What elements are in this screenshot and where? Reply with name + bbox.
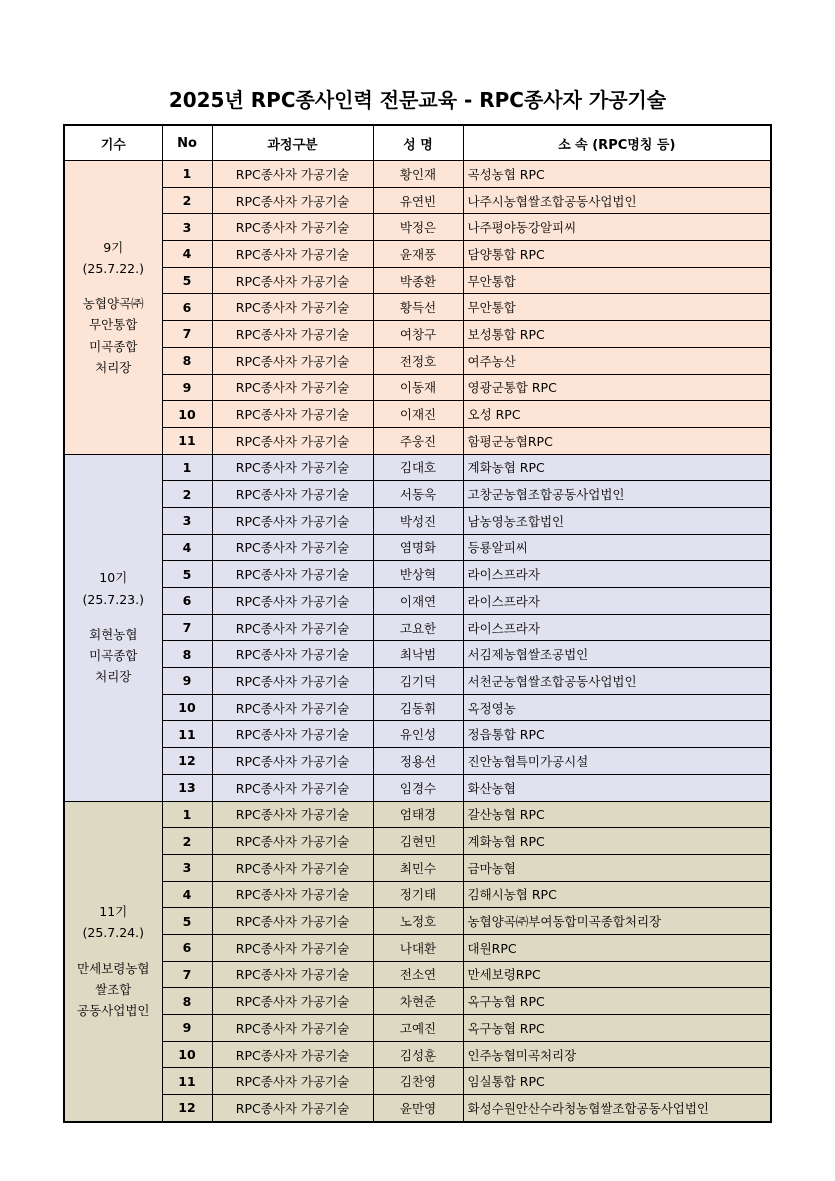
table-row: [64, 427, 771, 454]
table-row: [64, 694, 771, 721]
row-no: 11: [162, 1068, 212, 1095]
row-course: RPC종사자 가공기술: [212, 267, 373, 294]
row-no: 1: [162, 454, 212, 481]
row-name: 김성훈: [373, 1041, 463, 1068]
row-no: 7: [162, 321, 212, 348]
row-name: 엄태경: [373, 801, 463, 828]
row-course: RPC종사자 가공기술: [212, 774, 373, 801]
row-name: 전소연: [373, 961, 463, 988]
cohort-venue-line: 무안통합: [89, 317, 138, 333]
row-name: 정용선: [373, 748, 463, 775]
row-no: 10: [162, 401, 212, 428]
row-no: 12: [162, 1095, 212, 1122]
row-affiliation: 대원RPC: [463, 934, 771, 961]
row-affiliation: 오성 RPC: [463, 401, 771, 428]
row-no: 5: [162, 561, 212, 588]
table-row: [64, 241, 771, 268]
table-row: [64, 481, 771, 508]
row-name: 이재진: [373, 401, 463, 428]
row-name: 여창구: [373, 321, 463, 348]
table-row: [64, 321, 771, 348]
row-course: RPC종사자 가공기술: [212, 908, 373, 935]
table-row: [64, 934, 771, 961]
row-name: 김대호: [373, 454, 463, 481]
row-no: 10: [162, 694, 212, 721]
row-course: RPC종사자 가공기술: [212, 321, 373, 348]
row-course: RPC종사자 가공기술: [212, 801, 373, 828]
row-affiliation: 화산농협: [463, 774, 771, 801]
header-course: 과정구분: [212, 125, 373, 161]
row-no: 4: [162, 241, 212, 268]
row-course: RPC종사자 가공기술: [212, 641, 373, 668]
cohort-date: (25.7.22.): [82, 260, 144, 276]
row-course: RPC종사자 가공기술: [212, 1041, 373, 1068]
row-name: 서동욱: [373, 481, 463, 508]
row-course: RPC종사자 가공기술: [212, 187, 373, 214]
row-affiliation: 옥정영농: [463, 694, 771, 721]
row-course: RPC종사자 가공기술: [212, 588, 373, 615]
row-affiliation: 진안농협특미가공시설: [463, 748, 771, 775]
cohort-label: 11기: [99, 904, 128, 919]
row-no: 2: [162, 187, 212, 214]
row-affiliation: 농협양곡㈜부여동합미곡종합처리장: [463, 908, 771, 935]
row-no: 3: [162, 854, 212, 881]
row-affiliation: 함평군농협RPC: [463, 427, 771, 454]
row-no: 4: [162, 534, 212, 561]
roster-body: [64, 161, 771, 1122]
row-no: 8: [162, 347, 212, 374]
table-row: [64, 828, 771, 855]
row-no: 9: [162, 1015, 212, 1042]
row-affiliation: 보성통합 RPC: [463, 321, 771, 348]
row-name: 나대환: [373, 934, 463, 961]
row-name: 윤만영: [373, 1095, 463, 1122]
row-no: 9: [162, 668, 212, 695]
row-course: RPC종사자 가공기술: [212, 828, 373, 855]
cohort-label: 10기: [99, 570, 128, 586]
row-course: RPC종사자 가공기술: [212, 561, 373, 588]
table-header-row: [64, 125, 771, 161]
row-no: 1: [162, 161, 212, 188]
row-course: RPC종사자 가공기술: [212, 1095, 373, 1122]
table-row: [64, 161, 771, 188]
row-no: 12: [162, 748, 212, 775]
row-course: RPC종사자 가공기술: [212, 721, 373, 748]
table-row: [64, 507, 771, 534]
table-row: [64, 214, 771, 241]
row-course: RPC종사자 가공기술: [212, 961, 373, 988]
row-name: 노정호: [373, 908, 463, 935]
table-row: [64, 294, 771, 321]
row-course: RPC종사자 가공기술: [212, 748, 373, 775]
table-row: [64, 1015, 771, 1042]
page-title: 2025년 RPC종사인력 전문교육 - RPC종사자 가공기술: [168, 88, 667, 112]
row-course: RPC종사자 가공기술: [212, 481, 373, 508]
row-name: 황인재: [373, 161, 463, 188]
table-row: [64, 374, 771, 401]
row-no: 3: [162, 507, 212, 534]
cohort-group-cell: [64, 801, 162, 1122]
row-affiliation: 계화농협 RPC: [463, 454, 771, 481]
row-course: RPC종사자 가공기술: [212, 454, 373, 481]
row-name: 전정호: [373, 347, 463, 374]
table-row: [64, 908, 771, 935]
row-affiliation: 임실통합 RPC: [463, 1068, 771, 1095]
row-name: 이동재: [373, 374, 463, 401]
row-no: 7: [162, 961, 212, 988]
cohort-venue-line: 만세보령농협: [77, 960, 150, 976]
table-row: [64, 881, 771, 908]
row-no: 2: [162, 828, 212, 855]
row-no: 5: [162, 267, 212, 294]
row-course: RPC종사자 가공기술: [212, 534, 373, 561]
row-no: 13: [162, 774, 212, 801]
table-row: [64, 961, 771, 988]
row-name: 김동휘: [373, 694, 463, 721]
row-no: 3: [162, 214, 212, 241]
row-course: RPC종사자 가공기술: [212, 1015, 373, 1042]
cohort-date: (25.7.23.): [82, 591, 144, 607]
cohort-date: (25.7.24.): [82, 925, 144, 941]
table-row: [64, 561, 771, 588]
table-row: [64, 748, 771, 775]
row-name: 김기덕: [373, 668, 463, 695]
table-row: [64, 774, 771, 801]
row-name: 반상혁: [373, 561, 463, 588]
row-affiliation: 나주시농협쌀조합공동사업법인: [463, 187, 771, 214]
row-name: 차현준: [373, 988, 463, 1015]
table-row: [64, 721, 771, 748]
row-no: 4: [162, 881, 212, 908]
row-course: RPC종사자 가공기술: [212, 934, 373, 961]
row-affiliation: 여주농산: [463, 347, 771, 374]
row-no: 6: [162, 934, 212, 961]
row-name: 주웅진: [373, 427, 463, 454]
row-name: 김현민: [373, 828, 463, 855]
cohort-venue-line: 처리장: [95, 359, 132, 375]
row-no: 10: [162, 1041, 212, 1068]
table-row: [64, 534, 771, 561]
row-no: 9: [162, 374, 212, 401]
table-row: [64, 401, 771, 428]
header-name: 성 명: [373, 125, 463, 161]
row-affiliation: 갈산농협 RPC: [463, 801, 771, 828]
row-affiliation: 고창군농협조합공동사업법인: [463, 481, 771, 508]
row-affiliation: 남농영농조합법인: [463, 507, 771, 534]
cohort-venue-line: 쌀조합: [95, 981, 132, 997]
table-row: [64, 614, 771, 641]
header-cohort: 기수: [64, 125, 162, 161]
row-course: RPC종사자 가공기술: [212, 507, 373, 534]
cohort-venue-line: 처리장: [95, 669, 132, 685]
row-affiliation: 라이스프라자: [463, 561, 771, 588]
table-row: [64, 801, 771, 828]
row-name: 유연빈: [373, 187, 463, 214]
row-no: 11: [162, 427, 212, 454]
row-affiliation: 무안통합: [463, 267, 771, 294]
row-course: RPC종사자 가공기술: [212, 881, 373, 908]
header-no: No: [162, 125, 212, 161]
row-no: 8: [162, 641, 212, 668]
row-affiliation: 김해시농협 RPC: [463, 881, 771, 908]
row-affiliation: 금마농협: [463, 854, 771, 881]
cohort-venue-line: 미곡종합: [89, 338, 138, 354]
row-name: 유인성: [373, 721, 463, 748]
row-affiliation: 라이스프라자: [463, 588, 771, 615]
table-row: [64, 454, 771, 481]
header-affiliation: 소 속 (RPC명칭 등): [463, 125, 771, 161]
row-no: 7: [162, 614, 212, 641]
row-affiliation: 무안통합: [463, 294, 771, 321]
cohort-venue-line: 회현농협: [89, 626, 138, 642]
row-no: 11: [162, 721, 212, 748]
table-row: [64, 668, 771, 695]
row-name: 이재연: [373, 588, 463, 615]
table-row: [64, 988, 771, 1015]
row-no: 8: [162, 988, 212, 1015]
row-course: RPC종사자 가공기술: [212, 214, 373, 241]
table-row: [64, 1041, 771, 1068]
row-course: RPC종사자 가공기술: [212, 374, 373, 401]
row-name: 임경수: [373, 774, 463, 801]
row-affiliation: 나주평야동강알피씨: [463, 214, 771, 241]
row-no: 2: [162, 481, 212, 508]
row-affiliation: 만세보령RPC: [463, 961, 771, 988]
table-row: [64, 347, 771, 374]
row-course: RPC종사자 가공기술: [212, 988, 373, 1015]
cohort-group-cell: [64, 161, 162, 455]
row-name: 박정은: [373, 214, 463, 241]
row-name: 윤재풍: [373, 241, 463, 268]
table-row: [64, 641, 771, 668]
row-course: RPC종사자 가공기술: [212, 347, 373, 374]
row-name: 박종환: [373, 267, 463, 294]
row-name: 김찬영: [373, 1068, 463, 1095]
row-course: RPC종사자 가공기술: [212, 694, 373, 721]
row-course: RPC종사자 가공기술: [212, 1068, 373, 1095]
row-no: 1: [162, 801, 212, 828]
row-course: RPC종사자 가공기술: [212, 401, 373, 428]
table-row: [64, 187, 771, 214]
row-affiliation: 담양통합 RPC: [463, 241, 771, 268]
table-row: [64, 588, 771, 615]
row-name: 고요한: [373, 614, 463, 641]
row-name: 최민수: [373, 854, 463, 881]
row-affiliation: 계화농협 RPC: [463, 828, 771, 855]
row-no: 6: [162, 294, 212, 321]
row-name: 최낙범: [373, 641, 463, 668]
table-row: [64, 1095, 771, 1122]
row-affiliation: 서김제농협쌀조공법인: [463, 641, 771, 668]
cohort-venue-line: 농협양곡㈜: [82, 296, 144, 312]
row-affiliation: 서천군농협쌀조합공동사업법인: [463, 668, 771, 695]
row-name: 황득선: [373, 294, 463, 321]
row-affiliation: 옥구농협 RPC: [463, 988, 771, 1015]
row-course: RPC종사자 가공기술: [212, 668, 373, 695]
row-course: RPC종사자 가공기술: [212, 294, 373, 321]
row-no: 5: [162, 908, 212, 935]
row-affiliation: 라이스프라자: [463, 614, 771, 641]
row-course: RPC종사자 가공기술: [212, 427, 373, 454]
row-course: RPC종사자 가공기술: [212, 614, 373, 641]
cohort-label: 9기: [103, 239, 124, 255]
row-affiliation: 인주농협미곡처리장: [463, 1041, 771, 1068]
row-course: RPC종사자 가공기술: [212, 161, 373, 188]
table-row: [64, 1068, 771, 1095]
row-name: 염명화: [373, 534, 463, 561]
row-affiliation: 화성수원안산수라청농협쌀조합공동사업법인: [463, 1095, 771, 1122]
row-no: 6: [162, 588, 212, 615]
row-name: 정기태: [373, 881, 463, 908]
roster-table: [63, 124, 772, 1123]
table-row: [64, 267, 771, 294]
row-course: RPC종사자 가공기술: [212, 241, 373, 268]
row-affiliation: 곡성농협 RPC: [463, 161, 771, 188]
row-affiliation: 등룡알피씨: [463, 534, 771, 561]
cohort-venue-line: 공동사업법인: [77, 1003, 150, 1018]
row-affiliation: 정읍통합 RPC: [463, 721, 771, 748]
row-name: 박성진: [373, 507, 463, 534]
cohort-group-cell: [64, 454, 162, 801]
row-affiliation: 영광군통합 RPC: [463, 374, 771, 401]
row-name: 고예진: [373, 1015, 463, 1042]
row-affiliation: 옥구농협 RPC: [463, 1015, 771, 1042]
cohort-venue-line: 미곡종합: [89, 648, 138, 664]
table-row: [64, 854, 771, 881]
row-course: RPC종사자 가공기술: [212, 854, 373, 881]
